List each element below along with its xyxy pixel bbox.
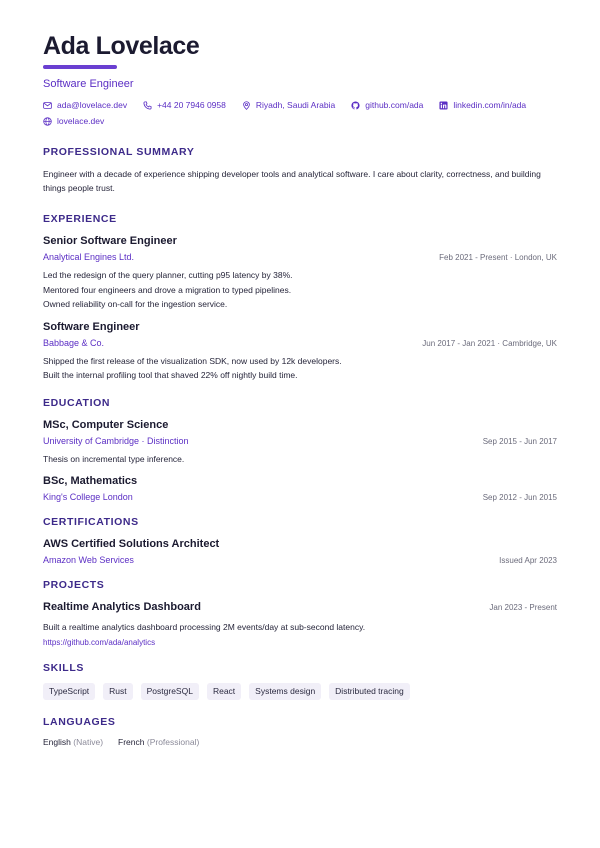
school-name: King's College London: [43, 492, 133, 502]
certification-date: Issued Apr 2023: [499, 556, 557, 565]
job-dates-location: Jun 2017 - Jan 2021 · Cambridge, UK: [422, 338, 557, 348]
skill-chip: PostgreSQL: [141, 683, 199, 700]
certification-title: AWS Certified Solutions Architect: [43, 538, 220, 550]
education-entry: [43, 474, 557, 502]
mail-icon: [43, 101, 52, 110]
candidate-name: Ada Lovelace: [43, 32, 200, 60]
summary-text: Engineer with a decade of experience shipping developer tools and analytical software. I care about clarity, correctness, and building things people trust.: [43, 169, 541, 193]
school-name: University of Cambridge · Distinction: [43, 435, 189, 446]
section-title-summary: PROFESSIONAL SUMMARY: [43, 146, 195, 158]
contact-email[interactable]: [43, 99, 127, 111]
education-bullet: Thesis on incremental type inference.: [43, 453, 185, 464]
contact-location-text: Riyadh, Saudi Arabia: [255, 100, 336, 110]
job-bullet: Mentored four engineers and drove a migration to typed pipelines.: [43, 284, 292, 295]
skill-chip: React: [207, 683, 241, 700]
language-level: (Professional): [146, 736, 200, 747]
company-name: Analytical Engines Ltd.: [43, 252, 135, 262]
job-title: Software Engineer: [43, 320, 140, 333]
project-title: Realtime Analytics Dashboard: [43, 601, 201, 613]
skill-chip: Systems design: [249, 683, 321, 700]
section-title-certifications: CERTIFICATIONS: [43, 516, 139, 528]
languages-list: [43, 737, 557, 747]
job-title: Senior Software Engineer: [43, 235, 177, 247]
section-title-languages: LANGUAGES: [43, 715, 116, 728]
candidate-role: Software Engineer: [43, 78, 134, 90]
project-link[interactable]: https://github.com/ada/analytics: [43, 637, 156, 647]
contact-github-text: github.com/ada: [365, 100, 424, 110]
job-bullet: Led the redesign of the query planner, cutting p95 latency by 38%.: [43, 270, 293, 280]
degree-title: BSc, Mathematics: [43, 475, 138, 487]
certification-issuer: Amazon Web Services: [43, 555, 134, 565]
education-dates: Sep 2012 - Jun 2015: [482, 493, 557, 502]
language-name: English: [43, 736, 71, 747]
project-description: Built a realtime analytics dashboard processing 2M events/day at sub-second latency.: [43, 622, 366, 632]
github-icon: [351, 101, 360, 110]
job-dates-location: Feb 2021 - Present · London, UK: [439, 253, 557, 262]
project-entry: [43, 600, 557, 647]
language-level: (Native): [73, 736, 104, 747]
contact-email-text: ada@lovelace.dev: [57, 100, 128, 110]
project-dates: Jan 2023 - Present: [489, 603, 557, 612]
education-entry: [43, 418, 557, 467]
contact-list: [43, 99, 557, 127]
section-title-projects: PROJECTS: [43, 579, 105, 591]
language-item: [43, 737, 103, 747]
education-dates: Sep 2015 - Jun 2017: [482, 436, 557, 446]
experience-entry: [43, 234, 557, 312]
contact-phone[interactable]: [143, 99, 226, 111]
contact-github[interactable]: [351, 99, 423, 111]
name-underline: [43, 65, 117, 69]
contact-website-text: lovelace.dev: [57, 116, 105, 126]
linkedin-icon: [439, 101, 448, 110]
contact-website[interactable]: [43, 115, 104, 127]
job-bullet: Owned reliability on-call for the ingestion service.: [43, 299, 228, 309]
contact-phone-text: +44 20 7946 0958: [157, 100, 226, 110]
skill-chip: Distributed tracing: [329, 683, 410, 700]
globe-icon: [43, 117, 52, 126]
location-pin-icon: [242, 101, 251, 110]
job-bullet: Built the internal profiling tool that shaved 22% off nightly build time.: [43, 370, 298, 380]
section-title-education: EDUCATION: [43, 396, 111, 409]
contact-linkedin[interactable]: [439, 99, 526, 111]
company-name: Babbage & Co.: [43, 337, 105, 348]
phone-icon: [143, 101, 152, 110]
job-bullet: Shipped the first release of the visualization SDK, now used by 12k developers.: [43, 355, 342, 366]
section-title-experience: EXPERIENCE: [43, 213, 117, 225]
contact-location: [242, 99, 335, 111]
experience-entry: [43, 320, 557, 383]
skill-chip: TypeScript: [43, 683, 95, 700]
degree-title: MSc, Computer Science: [43, 418, 169, 431]
language-item: [118, 737, 199, 747]
contact-linkedin-text: linkedin.com/in/ada: [453, 100, 527, 110]
certification-entry: [43, 537, 557, 565]
skills-list: [43, 683, 557, 700]
section-title-skills: SKILLS: [43, 661, 84, 674]
skill-chip: Rust: [103, 683, 132, 700]
language-name: French: [118, 736, 145, 747]
